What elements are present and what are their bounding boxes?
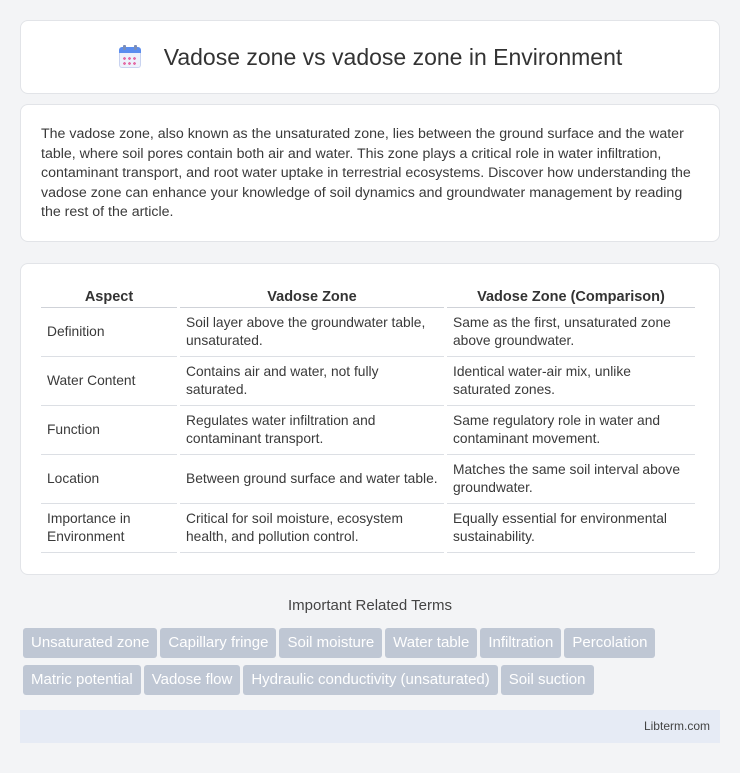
column-header-vadose-zone: Vadose Zone bbox=[180, 286, 444, 308]
table-cell-vadose-zone: Regulates water infiltration and contaminant transport. bbox=[180, 406, 444, 455]
table-cell-aspect: Location bbox=[41, 455, 177, 504]
table-cell-aspect: Definition bbox=[41, 308, 177, 357]
table-cell-comparison: Matches the same soil interval above groundwater. bbox=[447, 455, 695, 504]
column-header-aspect: Aspect bbox=[41, 286, 177, 308]
intro-text: The vadose zone, also known as the unsaturated zone, lies between the ground surface and the water table, where soil pores contain both air and water. This zone plays a critical role in water infiltration, contaminant transport, and root water uptake in terrestrial ecosystems. Discover how understanding the vadose zone can enhance your knowledge of soil dynamics and groundwater management by reading the rest of the article. bbox=[41, 126, 691, 221]
table-cell-aspect: Function bbox=[41, 406, 177, 455]
intro-card bbox=[20, 104, 720, 242]
table-cell-comparison: Equally essential for environmental sustainability. bbox=[447, 504, 695, 553]
table-cell-comparison: Same as the first, unsaturated zone above groundwater. bbox=[447, 308, 695, 357]
related-term-tag[interactable]: Percolation bbox=[564, 628, 655, 658]
calendar-icon bbox=[118, 45, 142, 69]
related-term-tag[interactable]: Water table bbox=[385, 628, 477, 658]
table-row bbox=[41, 308, 695, 357]
page-title: Vadose zone vs vadose zone in Environment bbox=[163, 43, 623, 70]
comparison-table bbox=[38, 286, 698, 553]
table-cell-aspect: Water Content bbox=[41, 357, 177, 406]
table-cell-aspect: Importance in Environment bbox=[41, 504, 177, 553]
related-term-tag[interactable]: Unsaturated zone bbox=[23, 628, 157, 658]
table-row bbox=[41, 357, 695, 406]
table-cell-comparison: Identical water-air mix, unlike saturated zones. bbox=[447, 357, 695, 406]
comparison-table-card bbox=[20, 263, 720, 575]
table-cell-vadose-zone: Critical for soil moisture, ecosystem health, and pollution control. bbox=[180, 504, 444, 553]
column-header-comparison: Vadose Zone (Comparison) bbox=[447, 286, 695, 308]
table-cell-vadose-zone: Between ground surface and water table. bbox=[180, 455, 444, 504]
table-cell-comparison: Same regulatory role in water and contaminant movement. bbox=[447, 406, 695, 455]
header-card bbox=[20, 20, 720, 94]
table-row bbox=[41, 504, 695, 553]
table-row bbox=[41, 455, 695, 504]
related-term-tag[interactable]: Soil moisture bbox=[279, 628, 382, 658]
related-terms-list bbox=[23, 628, 723, 702]
table-cell-vadose-zone: Soil layer above the groundwater table, unsaturated. bbox=[180, 308, 444, 357]
footer-site-link[interactable]: Libterm.com bbox=[643, 719, 710, 733]
table-cell-vadose-zone: Contains air and water, not fully saturated. bbox=[180, 357, 444, 406]
related-term-tag[interactable]: Infiltration bbox=[480, 628, 561, 658]
related-term-tag[interactable]: Vadose flow bbox=[144, 665, 241, 695]
footer bbox=[20, 710, 720, 743]
table-header-row bbox=[41, 286, 695, 308]
table-row bbox=[41, 406, 695, 455]
related-term-tag[interactable]: Hydraulic conductivity (unsaturated) bbox=[243, 665, 497, 695]
related-term-tag[interactable]: Matric potential bbox=[23, 665, 141, 695]
related-terms-title: Important Related Terms bbox=[288, 597, 452, 614]
related-term-tag[interactable]: Soil suction bbox=[501, 665, 594, 695]
related-term-tag[interactable]: Capillary fringe bbox=[160, 628, 276, 658]
